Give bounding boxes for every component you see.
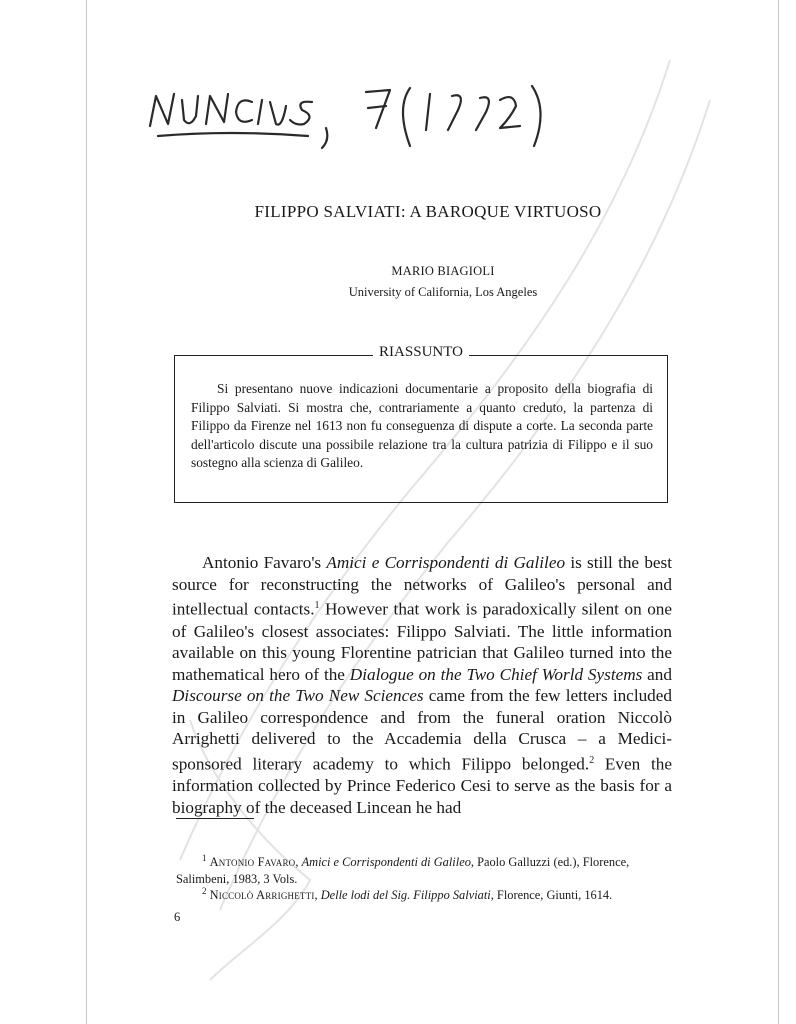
- left-margin-line: [86, 0, 87, 1024]
- page-number: 6: [174, 910, 181, 924]
- footnote-2: $^2$ Niccolò Arrighetti, Delle lodi del Sig. Filippo Salviati, Florence, Giunti, 1614.: [202, 886, 613, 903]
- footnote-ref: 1: [314, 600, 320, 612]
- italic-title: Dialogue on the Two Chief World Systems: [349, 664, 643, 684]
- author-affiliation: University of California, Los Angeles: [348, 285, 538, 299]
- abstract-heading: RIASSUNTO: [175, 344, 667, 361]
- abstract-text: Si presentano nuove indicazioni documentarie a proposito della biografia di Filippo Salviati. Si mostra che, contrariamente a quanto creduto, la partenza di Filippo da Firenze nel 1613 non fu conseguenza di dispute a corte. La seconda parte dell'articolo discute una possibile relazione tra la cultura patrizia di Filippo e il suo sostegno alla scienza di Galileo.: [191, 381, 653, 471]
- footnote-ref: 2: [589, 755, 595, 767]
- handwritten-journal-note: [140, 66, 560, 156]
- footnote-1: $^1$ Antonio Favaro, Amici e Corrispondenti di Galileo, Paolo Galluzzi (ed.), Florence, Salimbeni, 1983, 3 Vols.: [176, 853, 630, 887]
- abstract-box: [174, 344, 668, 503]
- italic-title: Discourse on the Two New Sciences: [172, 686, 424, 706]
- footnote-divider: [176, 818, 254, 819]
- right-margin-line: [778, 0, 779, 1024]
- body-paragraph: Antonio Favaro's Amici e Corrispondenti di Galileo is still the best source for reconstructing the networks of Galileo's personal and intellectual contacts.$^1$ However that work is paradoxically silent on one of Galileo's closest associates: Filippo Salviati. The little information available on this young Florentine patrician that Galileo turned into the mathematical hero of the Dialogue on the Two Chief World Systems and Discourse on the Two New Sciences came from the few letters included in Galileo correspondence and from the funeral oration Niccolò Arrighetti delivered to the Accademia della Crusca – a Medici-sponsored literary academy to which Filippo belonged.$^2$ Even the information collected by Prince Federico Cesi to serve as the basis for a biography of the deceased Lincean he had: [172, 553, 673, 817]
- article-title: FILIPPO SALVIATI: A BAROQUE VIRTUOSO: [254, 202, 602, 221]
- author-name: MARIO BIAGIOLI: [391, 264, 495, 278]
- italic-title: Amici e Corrispondenti di Galileo: [326, 553, 566, 572]
